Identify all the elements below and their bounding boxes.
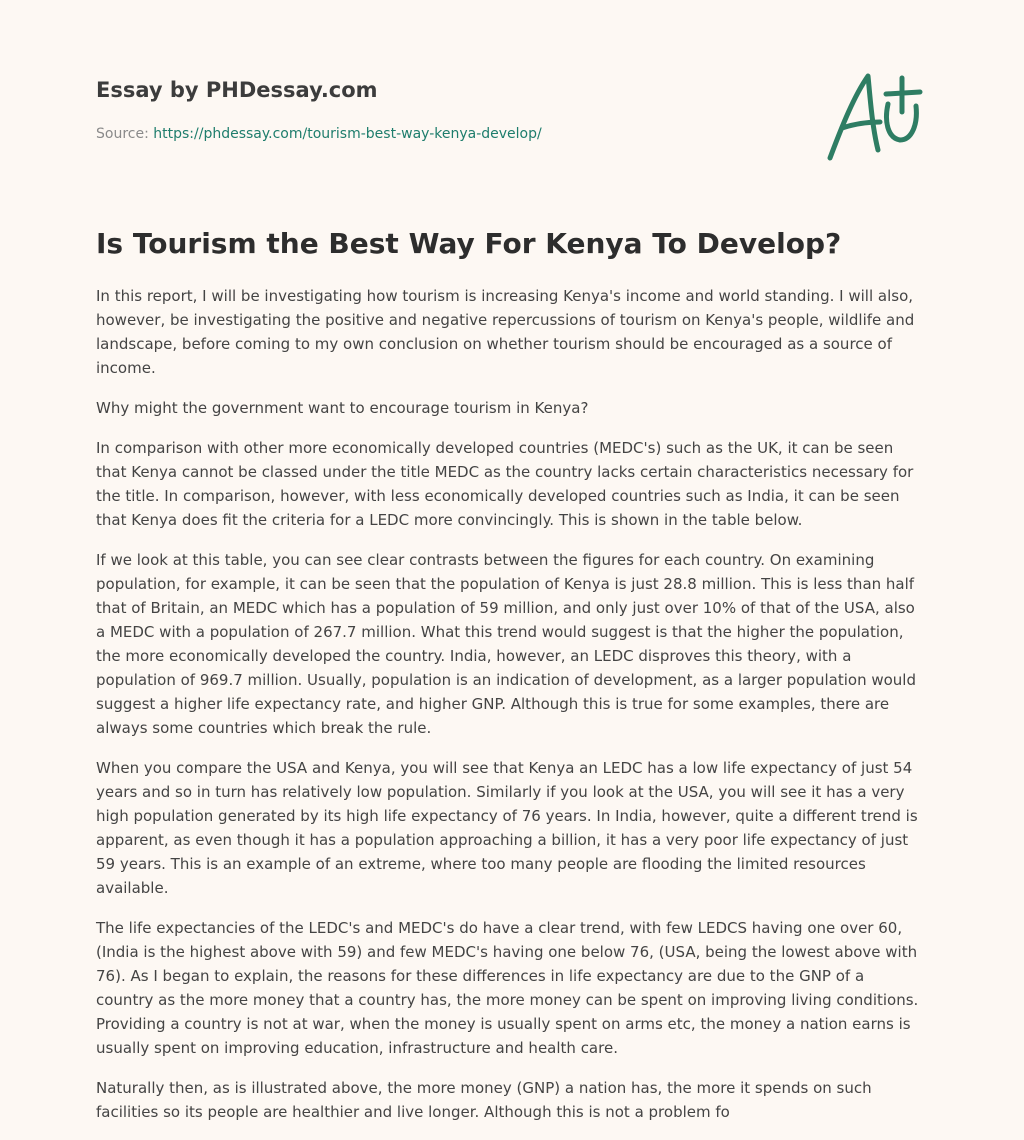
paragraph: In comparison with other more economically developed countries (MEDC's) such as the UK, it can be seen that Kenya cannot be classed under the title MEDC as the country lacks certain characteristics necessary for the title. In comparison, however, with less economically developed countries such as India, it can be seen that Kenya does fit the criteria for a LEDC more convincingly. This is shown in the table below. — [96, 439, 914, 529]
paragraph: The life expectancies of the LEDC's and MEDC's do have a clear trend, with few LEDCS having one over 60, (India is the highest above with 59) and few MEDC's having one below 76, (USA, being the lowest above with 76). As I began to explain, the reasons for these differences in life expectancy are due to the GNP of a country as the more money that a country has, the more money can be spent on improving living conditions. Providing a country is not at war, when the money is usually spent on arms etc, the money a nation earns is usually spent on improving education, infrastructure and health care. — [96, 919, 919, 1057]
paragraph: Why might the government want to encourage tourism in Kenya? — [96, 399, 589, 417]
source-link[interactable]: https://phdessay.com/tourism-best-way-kenya-develop/ — [153, 126, 542, 142]
site-brand: Essay by PHDessay.com — [96, 78, 378, 102]
essay-title: Is Tourism the Best Way For Kenya To Develop? — [96, 227, 842, 260]
source-line — [96, 124, 796, 144]
essay-header — [96, 76, 796, 144]
paragraph: If we look at this table, you can see clear contrasts between the figures for each country. On examining population, for example, it can be seen that the population of Kenya is just 28.8 million. This is less than half that of Britain, an MEDC which has a population of 59 million, and only just over 10% of that of the USA, also a MEDC with a population of 267.7 million. What this trend would suggest is that the higher the population, the more economically developed the country. India, however, an LEDC disproves this theory, with a population of 969.7 million. Usually, population is an indication of development, as a larger population would suggest a higher life expectancy rate, and higher GNP. Although this is true for some examples, there are always some countries which break the rule. — [96, 551, 916, 737]
essay-body — [96, 284, 926, 1140]
paragraph: In this report, I will be investigating how tourism is increasing Kenya's income and world standing. I will also, however, be investigating the positive and negative repercussions of tourism on Kenya's people, wildlife and landscape, before coming to my own conclusion on whether tourism should be encouraged as a source of income. — [96, 287, 915, 377]
source-label: Source: — [96, 126, 154, 142]
paragraph: Naturally then, as is illustrated above, the more money (GNP) a nation has, the more it spends on such facilities so its people are healthier and live longer. Although this is not a problem fo — [96, 1079, 872, 1121]
a-plus-logo-icon — [820, 66, 930, 166]
paragraph: When you compare the USA and Kenya, you will see that Kenya an LEDC has a low life expectancy of just 54 years and so in turn has relatively low population. Similarly if you look at the USA, you will see it has a very high population generated by its high life expectancy of 76 years. In India, however, quite a different trend is apparent, as even though it has a population approaching a billion, it has a very poor life expectancy of just 59 years. This is an example of an extreme, where too many people are flooding the limited resources available. — [96, 759, 918, 897]
